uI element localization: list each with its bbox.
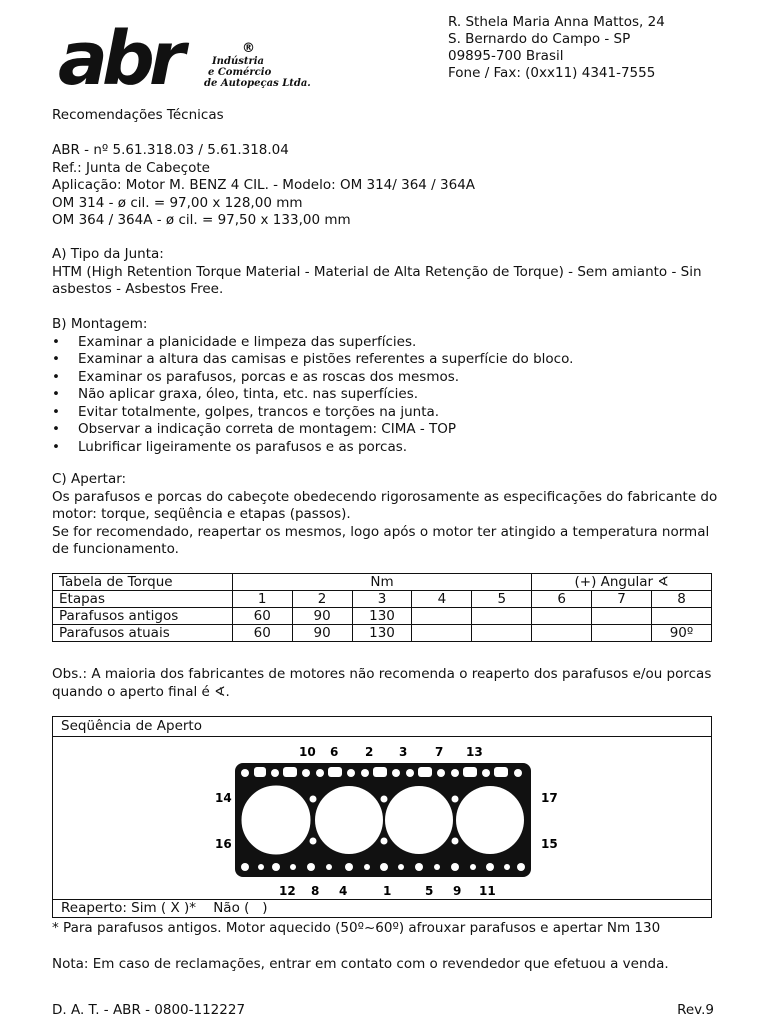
obs-text: quando o aperto final é ∢. <box>52 683 230 700</box>
bolt-hole <box>302 769 310 777</box>
bolt-hole <box>307 863 315 871</box>
table-row <box>53 625 712 642</box>
bolt-number: 13 <box>466 745 483 759</box>
doc-title: Recomendações Técnicas <box>52 107 224 123</box>
bolt-number: 10 <box>299 745 316 759</box>
list-item: • Examinar a planicidade e limpeza das superfícies. <box>52 334 714 352</box>
list-item: • Evitar totalmente, golpes, trancos e torções na junta. <box>52 404 714 422</box>
section-c-text: de funcionamento. <box>52 541 179 557</box>
product-om314: OM 314 - ø cil. = 97,00 x 128,00 mm <box>52 194 303 211</box>
list-item: • Examinar os parafusos, porcas e as roscas dos mesmos. <box>52 369 714 387</box>
abr-logo <box>58 16 311 102</box>
stage-label: Etapas <box>53 591 233 608</box>
bolt-hole <box>517 863 525 871</box>
section-a-text: HTM (High Retention Torque Material - Material de Alta Retenção de Torque) - Sem amianto - Sin <box>52 263 702 280</box>
table-row <box>53 608 712 625</box>
bolt-hole <box>452 796 459 803</box>
stage-cell: 3 <box>352 591 412 608</box>
stage-cell: 6 <box>532 591 592 608</box>
bolt-hole <box>504 864 510 870</box>
bolt-hole <box>381 838 388 845</box>
company-address <box>448 14 665 82</box>
product-ref: Ref.: Junta de Cabeçote <box>52 159 210 176</box>
bolt-hole <box>347 769 355 777</box>
footnote: * Para parafusos antigos. Motor aquecido (50º~60º) afrouxar parafusos e apertar Nm 130 <box>52 920 661 936</box>
bolt-hole <box>380 863 388 871</box>
bolt-hole <box>415 863 423 871</box>
stage-cell: 4 <box>412 591 472 608</box>
product-info <box>52 142 714 230</box>
table-cell <box>412 608 472 625</box>
tagline-3: de Autopeças Ltda. <box>204 78 311 89</box>
bolt-number: 5 <box>425 884 434 898</box>
table-cell <box>472 608 532 625</box>
section-c-text: Se for recomendado, reapertar os mesmos, logo após o motor ter atingido a temperatura normal <box>52 523 710 540</box>
abr-logo-graphic <box>58 16 311 102</box>
bolt-hole <box>381 796 388 803</box>
table-cell: 90º <box>652 625 712 642</box>
nota: Nota: Em caso de reclamações, entrar em contato com o revendedor que efetuou a venda. <box>52 956 669 972</box>
row-label: Parafusos atuais <box>53 625 233 642</box>
bolt-hole <box>364 864 370 870</box>
bolt-hole <box>406 769 414 777</box>
table-cell <box>412 625 472 642</box>
bolt-number: 14 <box>215 791 232 805</box>
section-c-text: Os parafusos e porcas do cabeçote obedecendo rigorosamente as especificações do fabricante do <box>52 488 718 505</box>
water-hole <box>254 767 266 777</box>
list-item: • Examinar a altura das camisas e pistões referentes a superfície do bloco. <box>52 351 714 369</box>
water-hole <box>283 767 297 777</box>
address-phone: Fone / Fax: (0xx11) 4341-7555 <box>448 65 656 81</box>
bolt-hole <box>316 769 324 777</box>
section-b <box>52 316 714 456</box>
section-a-text: asbestos - Asbestos Free. <box>52 281 224 297</box>
registered-mark: ® <box>242 41 255 56</box>
bolt-number: 15 <box>541 837 558 851</box>
section-c-text: motor: torque, seqüência e etapas (passos). <box>52 506 351 522</box>
table-row <box>53 591 712 608</box>
product-om364: OM 364 / 364A - ø cil. = 97,50 x 133,00 mm <box>52 212 351 228</box>
water-hole <box>463 767 477 777</box>
bolt-hole <box>451 863 459 871</box>
table-cell <box>592 625 652 642</box>
water-hole <box>373 767 387 777</box>
cylinder-bore <box>242 786 310 854</box>
table-cell: 90 <box>292 608 352 625</box>
table-cell: 60 <box>232 625 292 642</box>
stage-cell: 5 <box>472 591 532 608</box>
bolt-hole <box>310 796 317 803</box>
bolt-hole <box>345 863 353 871</box>
stage-cell: 1 <box>232 591 292 608</box>
row-label: Parafusos antigos <box>53 608 233 625</box>
table-cell <box>532 608 592 625</box>
table-cell <box>592 608 652 625</box>
bolt-hole <box>290 864 296 870</box>
angular-header: (+) Angular ∢ <box>532 574 712 591</box>
bolt-hole <box>241 769 249 777</box>
stage-cell: 8 <box>652 591 712 608</box>
obs-text: Obs.: A maioria dos fabricantes de motores não recomenda o reaperto dos parafusos e/ou porcas <box>52 666 712 682</box>
table-cell: 90 <box>292 625 352 642</box>
table-cell <box>532 625 592 642</box>
bolt-number: 6 <box>330 745 339 759</box>
table-cell: 130 <box>352 608 412 625</box>
bolt-number: 4 <box>339 884 348 898</box>
bolt-hole <box>470 864 476 870</box>
assembly-list <box>52 334 714 457</box>
table-cell <box>652 608 712 625</box>
bolt-hole <box>514 769 522 777</box>
bolt-hole <box>392 769 400 777</box>
list-item: • Lubrificar ligeiramente os parafusos e as porcas. <box>52 439 714 457</box>
bolt-number: 7 <box>435 745 444 759</box>
cylinder-bore <box>315 786 383 854</box>
bolt-number: 1 <box>383 884 392 898</box>
tagline-1: Indústria <box>212 56 265 67</box>
product-number: ABR - nº 5.61.318.03 / 5.61.318.04 <box>52 142 289 158</box>
water-hole <box>418 767 432 777</box>
bolt-number: 3 <box>399 745 408 759</box>
table-header-row <box>53 574 712 591</box>
address-line: 09895-700 Brasil <box>448 48 564 64</box>
bolt-number: 9 <box>453 884 462 898</box>
stage-cell: 2 <box>292 591 352 608</box>
table-cell <box>472 625 532 642</box>
bolt-hole <box>258 864 264 870</box>
address-line: R. Sthela Maria Anna Mattos, 24 <box>448 14 665 30</box>
list-item: • Não aplicar graxa, óleo, tinta, etc. nas superfícies. <box>52 386 714 404</box>
product-application: Aplicação: Motor M. BENZ 4 CIL. - Modelo: OM 314/ 364 / 364A <box>52 177 476 193</box>
bolt-hole <box>451 769 459 777</box>
bolt-number: 8 <box>311 884 320 898</box>
bolt-hole <box>326 864 332 870</box>
bolt-hole <box>434 864 440 870</box>
gasket-diagram <box>213 743 558 901</box>
torque-table <box>52 573 712 642</box>
cylinder-bore <box>456 786 524 854</box>
address-line: S. Bernardo do Campo - SP <box>448 31 631 47</box>
bolt-hole <box>241 863 249 871</box>
table-cell: 130 <box>352 625 412 642</box>
cylinder-bore <box>385 786 453 854</box>
tagline-2: e Comércio <box>208 67 272 78</box>
bolt-number: 16 <box>215 837 232 851</box>
bolt-number: 2 <box>365 745 374 759</box>
table-cell: 60 <box>232 608 292 625</box>
bolt-hole <box>272 863 280 871</box>
logo-text: abr <box>58 16 180 102</box>
footer-dat: D. A. T. - ABR - 0800-112227 <box>52 1002 246 1018</box>
bolt-hole <box>361 769 369 777</box>
bolt-number: 12 <box>279 884 296 898</box>
obs-note <box>52 666 714 701</box>
section-b-title: B) Montagem: <box>52 316 148 332</box>
section-a <box>52 246 714 299</box>
stage-cell: 7 <box>592 591 652 608</box>
nm-header: Nm <box>232 574 531 591</box>
bolt-hole <box>486 863 494 871</box>
section-c-title: C) Apertar: <box>52 471 127 487</box>
sequence-title: Seqüência de Aperto <box>53 717 711 737</box>
bolt-hole <box>310 838 317 845</box>
bolt-hole <box>271 769 279 777</box>
tightening-sequence-box <box>52 716 712 918</box>
water-hole <box>328 767 342 777</box>
bolt-hole <box>437 769 445 777</box>
water-hole <box>494 767 508 777</box>
section-a-title: A) Tipo da Junta: <box>52 246 164 262</box>
section-c <box>52 471 718 559</box>
bolt-hole <box>398 864 404 870</box>
list-item: • Observar a indicação correta de montagem: CIMA - TOP <box>52 421 714 439</box>
bolt-hole <box>482 769 490 777</box>
bolt-hole <box>452 838 459 845</box>
reaperto-line: Reaperto: Sim ( X )* Não ( ) <box>53 899 711 917</box>
bolt-number: 11 <box>479 884 496 898</box>
table-title: Tabela de Torque <box>53 574 233 591</box>
footer-rev: Rev.9 <box>677 1002 714 1018</box>
bolt-number: 17 <box>541 791 558 805</box>
